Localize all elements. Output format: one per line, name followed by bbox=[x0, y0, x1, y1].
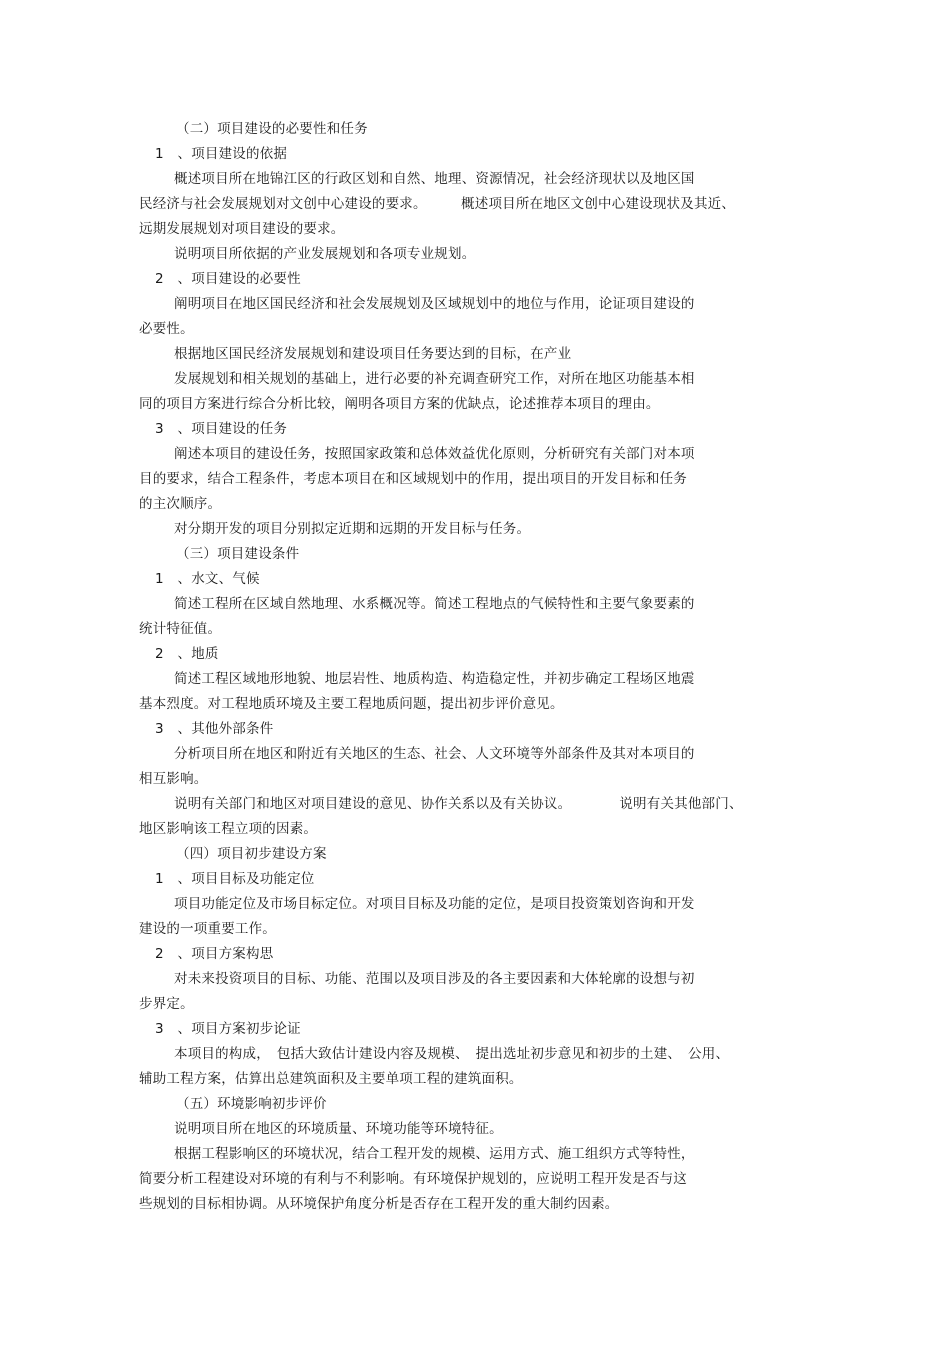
paragraph-line: 本项目的构成， 包括大致估计建设内容及规模、 提出选址初步意见和初步的土建、 公用、 bbox=[174, 1046, 730, 1062]
paragraph-line: 简述工程所在区域自然地理、水系概况等。简述工程地点的气候特性和主要气象要素的 bbox=[174, 596, 695, 612]
paragraph-line: 基本烈度。对工程地质环境及主要工程地质问题，提出初步评价意见。 bbox=[139, 696, 564, 712]
paragraph-line: 统计特征值。 bbox=[139, 621, 222, 637]
paragraph-line: 根据工程影响区的环境状况，结合工程开发的规模、运用方式、施工组织方式等特性， bbox=[174, 1146, 695, 1162]
section-heading-5: （五）环境影响初步评价 bbox=[176, 1096, 327, 1112]
subheading-basis: 1 、项目建设的依据 bbox=[155, 146, 288, 162]
paragraph-line: 民经济与社会发展规划对文创中心建设的要求。 概述项目所在地区文创中心建设现状及其近、 bbox=[139, 196, 736, 212]
paragraph-line: 发展规划和相关规划的基础上，进行必要的补充调查研究工作，对所在地区功能基本相 bbox=[174, 371, 695, 387]
paragraph-line: 地区影响该工程立项的因素。 bbox=[139, 821, 318, 837]
paragraph-line: 根据地区国民经济发展规划和建设项目任务要达到的目标，在产业 bbox=[174, 346, 572, 362]
paragraph-line: 说明项目所在地区的环境质量、环境功能等环境特征。 bbox=[174, 1121, 503, 1137]
paragraph-line: 对未来投资项目的目标、功能、范围以及项目涉及的各主要因素和大体轮廓的设想与初 bbox=[174, 971, 695, 987]
subheading-geology: 2 、地质 bbox=[155, 646, 219, 662]
paragraph-line: 简要分析工程建设对环境的有利与不利影响。有环境保护规划的，应说明工程开发是否与这 bbox=[139, 1171, 687, 1187]
paragraph-line: 概述项目所在地锦江区的行政区划和自然、地理、资源情况，社会经济现状以及地区国 bbox=[174, 171, 695, 187]
paragraph-line: 辅助工程方案，估算出总建筑面积及主要单项工程的建筑面积。 bbox=[139, 1071, 523, 1087]
paragraph-line: 相互影响。 bbox=[139, 771, 208, 787]
paragraph-line: 目的要求，结合工程条件，考虑本项目在和区域规划中的作用，提出项目的开发目标和任务 bbox=[139, 471, 687, 487]
paragraph-line: 说明有关部门和地区对项目建设的意见、协作关系以及有关协议。 说明有关其他部门、 bbox=[174, 796, 743, 812]
subheading-concept: 2 、项目方案构思 bbox=[155, 946, 274, 962]
paragraph-line: 些规划的目标相协调。从环境保护角度分析是否存在工程开发的重大制约因素。 bbox=[139, 1196, 619, 1212]
paragraph-line: 简述工程区域地形地貌、地层岩性、地质构造、构造稳定性，并初步确定工程场区地震 bbox=[174, 671, 695, 687]
subheading-positioning: 1 、项目目标及功能定位 bbox=[155, 871, 315, 887]
paragraph-line: 阐明项目在地区国民经济和社会发展规划及区域规划中的地位与作用，论证项目建设的 bbox=[174, 296, 695, 312]
subheading-tasks: 3 、项目建设的任务 bbox=[155, 421, 288, 437]
section-heading-2: （二）项目建设的必要性和任务 bbox=[176, 121, 368, 137]
paragraph-line: 必要性。 bbox=[139, 321, 194, 337]
subheading-external: 3 、其他外部条件 bbox=[155, 721, 274, 737]
paragraph-line: 说明项目所依据的产业发展规划和各项专业规划。 bbox=[174, 246, 476, 262]
subheading-hydrology: 1 、水文、气候 bbox=[155, 571, 260, 587]
subheading-necessity: 2 、项目建设的必要性 bbox=[155, 271, 301, 287]
section-heading-3: （三）项目建设条件 bbox=[176, 546, 300, 562]
paragraph-line: 项目功能定位及市场目标定位。对项目目标及功能的定位，是项目投资策划咨询和开发 bbox=[174, 896, 695, 912]
section-heading-4: （四）项目初步建设方案 bbox=[176, 846, 327, 862]
paragraph-line: 对分期开发的项目分别拟定近期和远期的开发目标与任务。 bbox=[174, 521, 531, 537]
paragraph-line: 步界定。 bbox=[139, 996, 194, 1012]
paragraph-line: 同的项目方案进行综合分析比较，阐明各项目方案的优缺点，论述推荐本项目的理由。 bbox=[139, 396, 660, 412]
subheading-argument: 3 、项目方案初步论证 bbox=[155, 1021, 301, 1037]
paragraph-line: 远期发展规划对项目建设的要求。 bbox=[139, 221, 345, 237]
paragraph-line: 阐述本项目的建设任务，按照国家政策和总体效益优化原则，分析研究有关部门对本项 bbox=[174, 446, 695, 462]
paragraph-line: 建设的一项重要工作。 bbox=[139, 921, 276, 937]
paragraph-line: 的主次顺序。 bbox=[139, 496, 222, 512]
paragraph-line: 分析项目所在地区和附近有关地区的生态、社会、人文环境等外部条件及其对本项目的 bbox=[174, 746, 695, 762]
